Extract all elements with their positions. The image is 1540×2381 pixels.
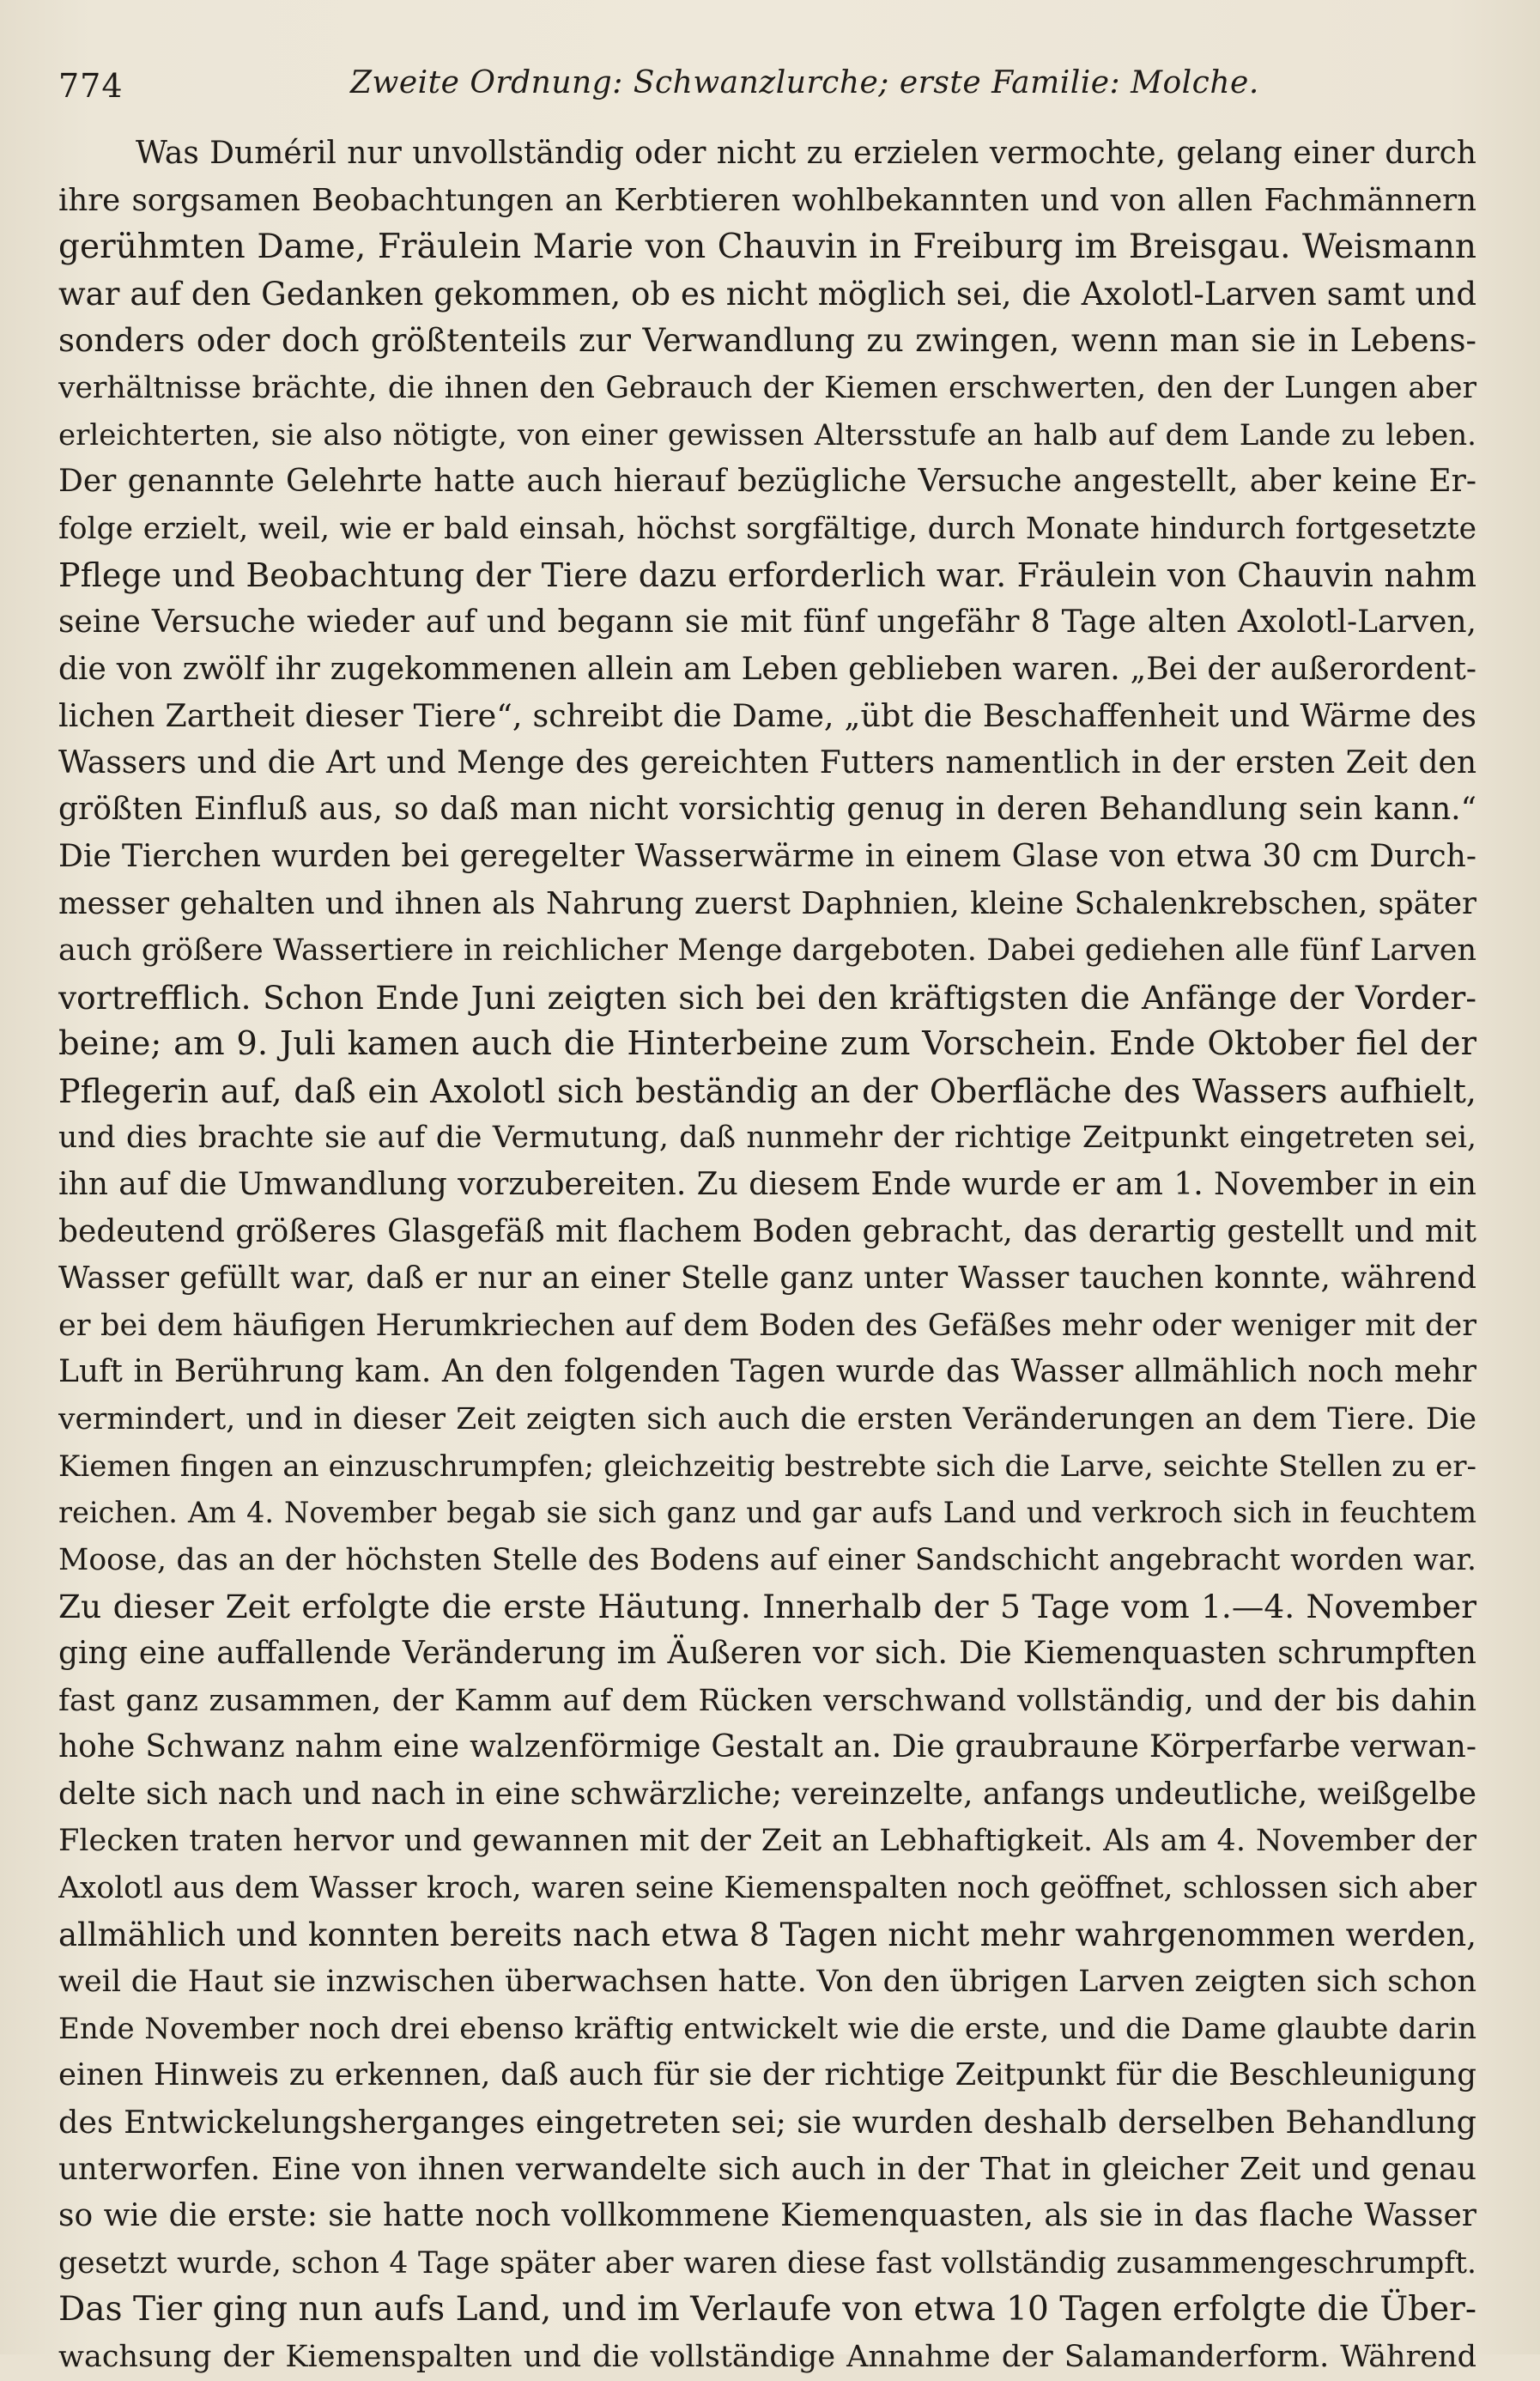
text-line: auch größere Wassertiere in reichlicher Menge dargeboten. Dabei gediehen alle fünf Larven [58,933,1476,969]
text-line: Die Tierchen wurden bei geregelter Wasserwärme in einem Glase von etwa 30 cm Durch- [58,838,1476,874]
text-line: wachsung der Kiemenspalten und die vollständige Annahme der Salamanderform. Während [58,2339,1476,2374]
text-line: Axolotl aus dem Wasser kroch, waren seine Kiemenspalten noch geöffnet, schlossen sich aber [58,1870,1476,1905]
text-line: die von zwölf ihr zugekommenen allein am Leben geblieben waren. „Bei der außerordent- [58,651,1476,687]
text-line: beine; am 9. Juli kamen auch die Hinterbeine zum Vorschein. Ende Oktober fiel der [58,1024,1476,1064]
text-line: unterworfen. Eine von ihnen verwandelte sich auch in der That in gleicher Zeit und genau [58,2151,1476,2187]
text-line: Wassers und die Art und Menge des gereichten Futters namentlich in der ersten Zeit den [58,744,1476,781]
text-line: seine Versuche wieder auf und begann sie mit fünf ungefähr 8 Tage alten Axolotl-Larven, [58,604,1476,640]
text-line: Wasser gefüllt war, daß er nur an einer Stelle ganz unter Wasser tauchen konnte, während [58,1260,1476,1297]
text-line: Das Tier ging nun aufs Land, und im Verlaufe von etwa 10 Tagen erfolgte die Über- [58,2290,1476,2329]
text-line: und dies brachte sie auf die Vermutung, daß nunmehr der richtige Zeitpunkt eingetreten sei, [58,1121,1476,1156]
text-line: einen Hinweis zu erkennen, daß auch für sie der richtige Zeitpunkt für die Beschleunigung [58,2057,1476,2093]
text-line: Kiemen fingen an einzuschrumpfen; gleichzeitig bestrebte sich die Larve, seichte Stellen zu er- [58,1449,1476,1484]
text-line: Pflege und Beobachtung der Tiere dazu erforderlich war. Fräulein von Chauvin nahm [58,556,1476,595]
text-line: reichen. Am 4. November begab sie sich ganz und gar aufs Land und verkroch sich in feuchtem [58,1496,1476,1530]
text-line: folge erzielt, weil, wie er bald einsah, höchst sorgfältige, durch Monate hindurch fortgesetzte [58,511,1476,546]
text-line: bedeutend größeres Glasgefäß mit flachem Boden gebracht, das derartig gestellt und mit [58,1213,1476,1249]
body-text [58,131,1476,2381]
text-line: er bei dem häufigen Herumkriechen auf dem Boden des Gefäßes mehr oder weniger mit der [58,1308,1476,1343]
text-line: Pflegerin auf, daß ein Axolotl sich beständig an der Oberfläche des Wassers aufhielt, [58,1072,1476,1110]
running-head [58,64,1483,115]
text-line: ihn auf die Umwandlung vorzubereiten. Zu diesem Ende wurde er am 1. November in ein [58,1167,1476,1203]
running-title: Zweite Ordnung: Schwanzlurche; erste Familie: Molche. [350,65,1259,100]
text-line: Moose, das an der höchsten Stelle des Bodens auf einer Sandschicht angebracht worden war. [58,1542,1476,1577]
text-line: des Entwickelungsherganges eingetreten sei; sie wurden deshalb derselben Behandlung [58,2103,1476,2141]
text-line: Zu dieser Zeit erfolgte die erste Häutung. Innerhalb der 5 Tage vom 1.—4. November [58,1588,1476,1626]
text-line: größten Einfluß aus, so daß man nicht vorsichtig genug in deren Behandlung sein kann.“ [58,792,1476,828]
text-line: delte sich nach und nach in eine schwärzliche; vereinzelte, anfangs undeutliche, weißgelbe [58,1776,1476,1812]
text-line: ging eine auffallende Veränderung im Äußeren vor sich. Die Kiemenquasten schrumpften [58,1636,1476,1671]
text-line: hohe Schwanz nahm eine walzenförmige Gestalt an. Die graubraune Körperfarbe verwan- [58,1729,1476,1765]
text-line: verhältnisse brächte, die ihnen den Gebrauch der Kiemen erschwerten, den der Lungen aber [58,370,1476,405]
text-line: war auf den Gedanken gekommen, ob es nicht möglich sei, die Axolotl-Larven samt und [58,275,1476,313]
text-line: vermindert, und in dieser Zeit zeigten sich auch die ersten Veränderungen an dem Tiere. Die [58,1402,1476,1437]
text-line: ihre sorgsamen Beobachtungen an Kerbtieren wohlbekannten und von allen Fachmännern [58,182,1476,218]
text-line: lichen Zartheit dieser Tiere“, schreibt die Dame, „übt die Beschaffenheit und Wärme des [58,697,1476,735]
text-line: allmählich und konnten bereits nach etwa 8 Tagen nicht mehr wahrgenommen werden, [58,1916,1476,1953]
text-line: erleichterten, sie also nötigte, von einer gewissen Altersstufe an halb auf dem Lande zu leben. [58,417,1476,453]
text-line: Der genannte Gelehrte hatte auch hierauf bezügliche Versuche angestellt, aber keine Er- [58,464,1476,500]
text-line: so wie die erste: sie hatte noch vollkommene Kiemenquasten, als sie in das flache Wasser [58,2198,1476,2234]
text-line: gerühmten Dame, Fräulein Marie von Chauvin in Freiburg im Breisgau. Weismann [58,228,1476,267]
page-number: 774 [58,67,124,105]
text-line: messer gehalten und ihnen als Nahrung zuerst Daphnien, kleine Schalenkrebschen, später [58,885,1476,921]
text-line: Ende November noch drei ebenso kräftig entwickelt wie die erste, und die Dame glaubte darin [58,2011,1476,2046]
text-line: sonders oder doch größtenteils zur Verwandlung zu zwingen, wenn man sie in Lebens- [58,322,1476,360]
text-line: Luft in Berührung kam. An den folgenden Tagen wurde das Wasser allmählich noch mehr [58,1354,1476,1390]
text-line: vortrefflich. Schon Ende Juni zeigten sich bei den kräftigsten die Anfänge der Vorder- [58,978,1476,1017]
text-line: Was Duméril nur unvollständig oder nicht zu erzielen vermochte, gelang einer durch [136,136,1476,171]
text-line: Flecken traten hervor und gewannen mit der Zeit an Lebhaftigkeit. Als am 4. November der [58,1824,1476,1859]
text-line: gesetzt wurde, schon 4 Tage später aber waren diese fast vollständig zusammengeschrumpft. [58,2245,1476,2281]
text-line: weil die Haut sie inzwischen überwachsen hatte. Von den übrigen Larven zeigten sich schon [58,1965,1476,2000]
text-line: fast ganz zusammen, der Kamm auf dem Rücken verschwand vollständig, und der bis dahin [58,1683,1476,1718]
